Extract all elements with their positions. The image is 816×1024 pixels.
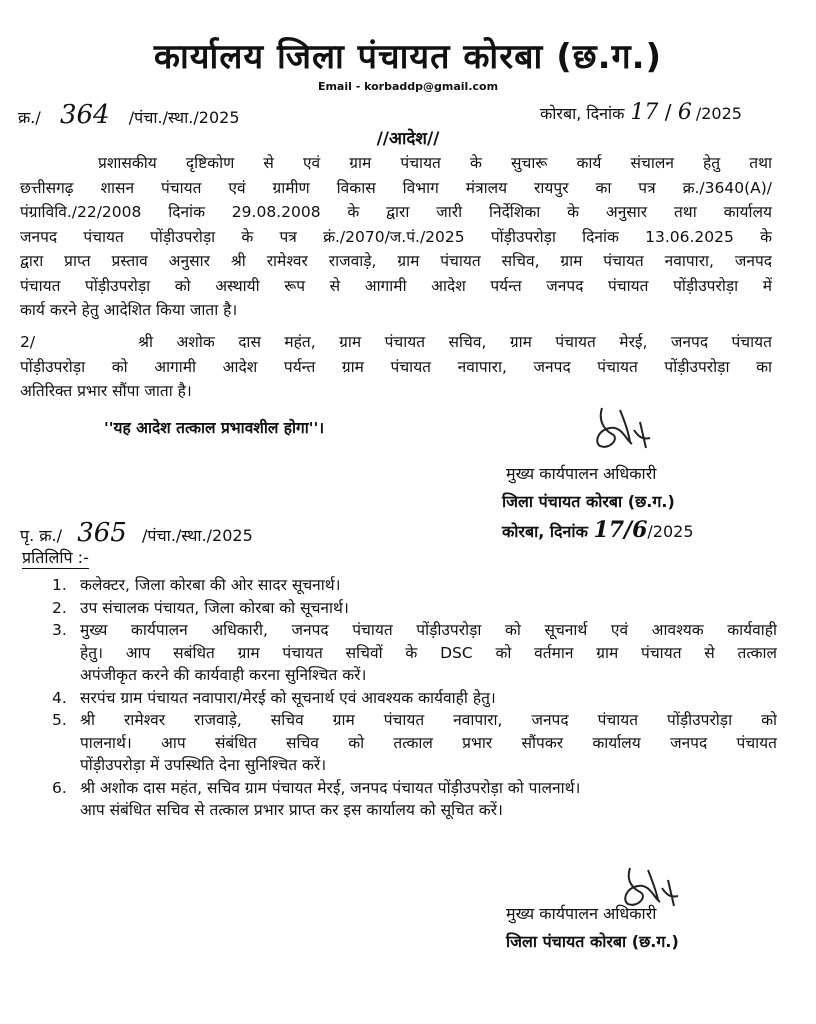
- copy-list-item: [52, 597, 777, 620]
- signatory-office: जिला पंचायत कोरबा (छ.ग.): [502, 492, 675, 511]
- order-place-date: कोरबा, दिनांक: [540, 104, 625, 123]
- copy-heading-label: प्रतिलिपि :-: [22, 548, 89, 567]
- copy-list-item: [52, 687, 777, 710]
- order-date-day: 17: [630, 100, 659, 125]
- copy-ref-suffix: /पंचा./स्था./2025: [142, 526, 253, 545]
- copy-item-line: मुख्य कार्यपालन अधिकारी, जनपद पंचायत पोंड़ीउपरोड़ा को सूचनार्थ एवं आवश्यक कार्यवाही: [80, 621, 777, 639]
- paragraph-line: पंग्राविवि./22/2008 दिनांक 29.08.2008 के द्वारा जारी निर्देशिका के अनुसार तथा कार्यालय: [20, 203, 772, 221]
- order-heading: //आदेश//: [376, 129, 440, 149]
- signature-mark-1: [590, 400, 660, 462]
- copy-item-number: 4.: [52, 688, 67, 707]
- paragraph-line: द्वारा प्राप्त प्रस्ताव अनुसार श्री रामेश्वर राजवाड़े, ग्राम पंचायत सचिव, ग्राम पंचायत नवापारा, जनपद: [20, 252, 772, 270]
- paragraph-2-number: 2/: [20, 333, 36, 351]
- copy-ref-prefix: पृ. क्र./: [20, 526, 63, 545]
- copy-number-handwritten: 365: [77, 518, 127, 548]
- signatory-office: जिला पंचायत कोरबा (छ.ग.): [506, 932, 679, 951]
- office-title: कार्यालय जिला पंचायत कोरबा (छ.ग.): [153, 37, 663, 77]
- copy-list-item: [52, 574, 777, 597]
- signature-block-1: [502, 460, 802, 546]
- signature-1-date-handwritten: 17/6: [593, 517, 648, 543]
- copy-item-line: आप संबंधित सचिव से तत्काल प्रभार प्राप्त कर इस कार्यालय को सूचित करें।: [80, 801, 503, 819]
- copy-item-line: हेतु। आप सबंधित ग्राम पंचायत सचिवों के DSC को वर्तमान ग्राम पंचायत से तत्काल: [80, 643, 777, 662]
- copy-item-line: पालनार्थ। आप संबंधित सचिव को तत्काल प्रभार सौंपकर कार्यालय जनपद पंचायत: [80, 733, 777, 752]
- signature-1-date: [502, 516, 802, 546]
- order-number-handwritten: 364: [59, 100, 110, 130]
- copy-item-line: श्री अशोक दास महंत, सचिव ग्राम पंचायत मेरई, जनपद पंचायत पोंड़ीउपरोड़ा को पालनार्थ।: [80, 778, 581, 797]
- paragraph-line: जनपद पंचायत पोंड़ीउपरोड़ा के पत्र क्रं./2070/ज.पं./2025 पोंड़ीउपरोड़ा दिनांक 13.06.2025 के: [20, 227, 772, 246]
- copy-list-item: [52, 709, 777, 777]
- paragraph-line: प्रशासकीय दृष्टिकोण से एवं ग्राम पंचायत के सुचारू कार्य संचालन हेतु तथा: [98, 154, 772, 172]
- effective-statement: ''यह आदेश तत्काल प्रभावशील होगा''।: [104, 419, 325, 437]
- copy-item-number: 2.: [52, 598, 67, 617]
- copy-item-number: 5.: [52, 711, 67, 729]
- order-date-month: 6: [677, 100, 692, 125]
- signature-1-year: /2025: [647, 522, 694, 541]
- copy-item-line: श्री रामेश्वर राजवाड़े, सचिव ग्राम पंचायत नवापारा, जनपद पंचायत पोंड़ीउपरोड़ा को: [80, 711, 777, 729]
- paragraph-line: पोंड़ीउपरोड़ा को आगामी आदेश पर्यन्त ग्राम पंचायत नवापारा, जनपद पंचायत पोंड़ीउपरोड़ा का: [20, 357, 772, 376]
- signatory-designation: मुख्य कार्यपालन अधिकारी: [506, 464, 657, 483]
- copy-list: [52, 574, 777, 822]
- signatory-designation: मुख्य कार्यपालन अधिकारी: [506, 904, 657, 923]
- paragraph-line: श्री अशोक दास महंत, ग्राम पंचायत सचिव, ग्राम पंचायत मेरई, जनपद पंचायत: [138, 333, 772, 351]
- order-date-year: /2025: [695, 104, 742, 123]
- copy-item-number: 6.: [52, 778, 67, 797]
- order-paragraph-2: [20, 330, 772, 404]
- copy-item-line: अपंजीकृत करने की कार्यवाही करना सुनिश्चित करें।: [80, 666, 367, 684]
- copy-item-line: कलेक्टर, जिला कोरबा की ओर सादर सूचनार्थ।: [80, 576, 341, 594]
- order-date: कोरबा, दिनांक 17 / 6 /2025: [540, 100, 742, 125]
- signature-block-2: [506, 900, 796, 956]
- paragraph-line: छत्तीसगढ़ शासन पंचायत एवं ग्रामीण विकास विभाग मंत्रालय रायपुर का पत्र क्र./3640(A)/: [20, 178, 772, 197]
- copy-item-line: उप संचालक पंचायत, जिला कोरबा को सूचनार्थ।: [80, 598, 349, 617]
- copy-list-item: [52, 777, 777, 822]
- office-email: Email - korbaddp@gmail.com: [317, 80, 499, 93]
- order-ref-suffix: /पंचा./स्था./2025: [128, 108, 240, 127]
- copy-item-number: 3.: [52, 621, 67, 639]
- order-ref-prefix: क्र./: [18, 108, 41, 127]
- copy-item-line: पोंड़ीउपरोड़ा में उपस्थिति देना सुनिश्चित करें।: [80, 756, 327, 774]
- paragraph-line: अतिरिक्त प्रभार सौंपा जाता है।: [20, 382, 192, 400]
- copy-list-item: [52, 619, 777, 687]
- paragraph-line: कार्य करने हेतु आदेशित किया जाता है।: [20, 301, 238, 319]
- copy-heading: [22, 548, 89, 569]
- copy-ref: [20, 518, 253, 548]
- signature-1-place-date: कोरबा, दिनांक: [502, 522, 588, 541]
- copy-item-number: 1.: [52, 576, 67, 594]
- order-paragraph-1: [20, 151, 772, 323]
- copy-item-line: सरपंच ग्राम पंचायत नवापारा/मेरई को सूचनार्थ एवं आवश्यक कार्यवाही हेतु।: [80, 688, 496, 707]
- paragraph-line: पंचायत पोंड़ीउपरोड़ा को अस्थायी रूप से आगामी आदेश पर्यन्त जनपद पंचायत पोंड़ीउपरोड़ा में: [20, 276, 772, 295]
